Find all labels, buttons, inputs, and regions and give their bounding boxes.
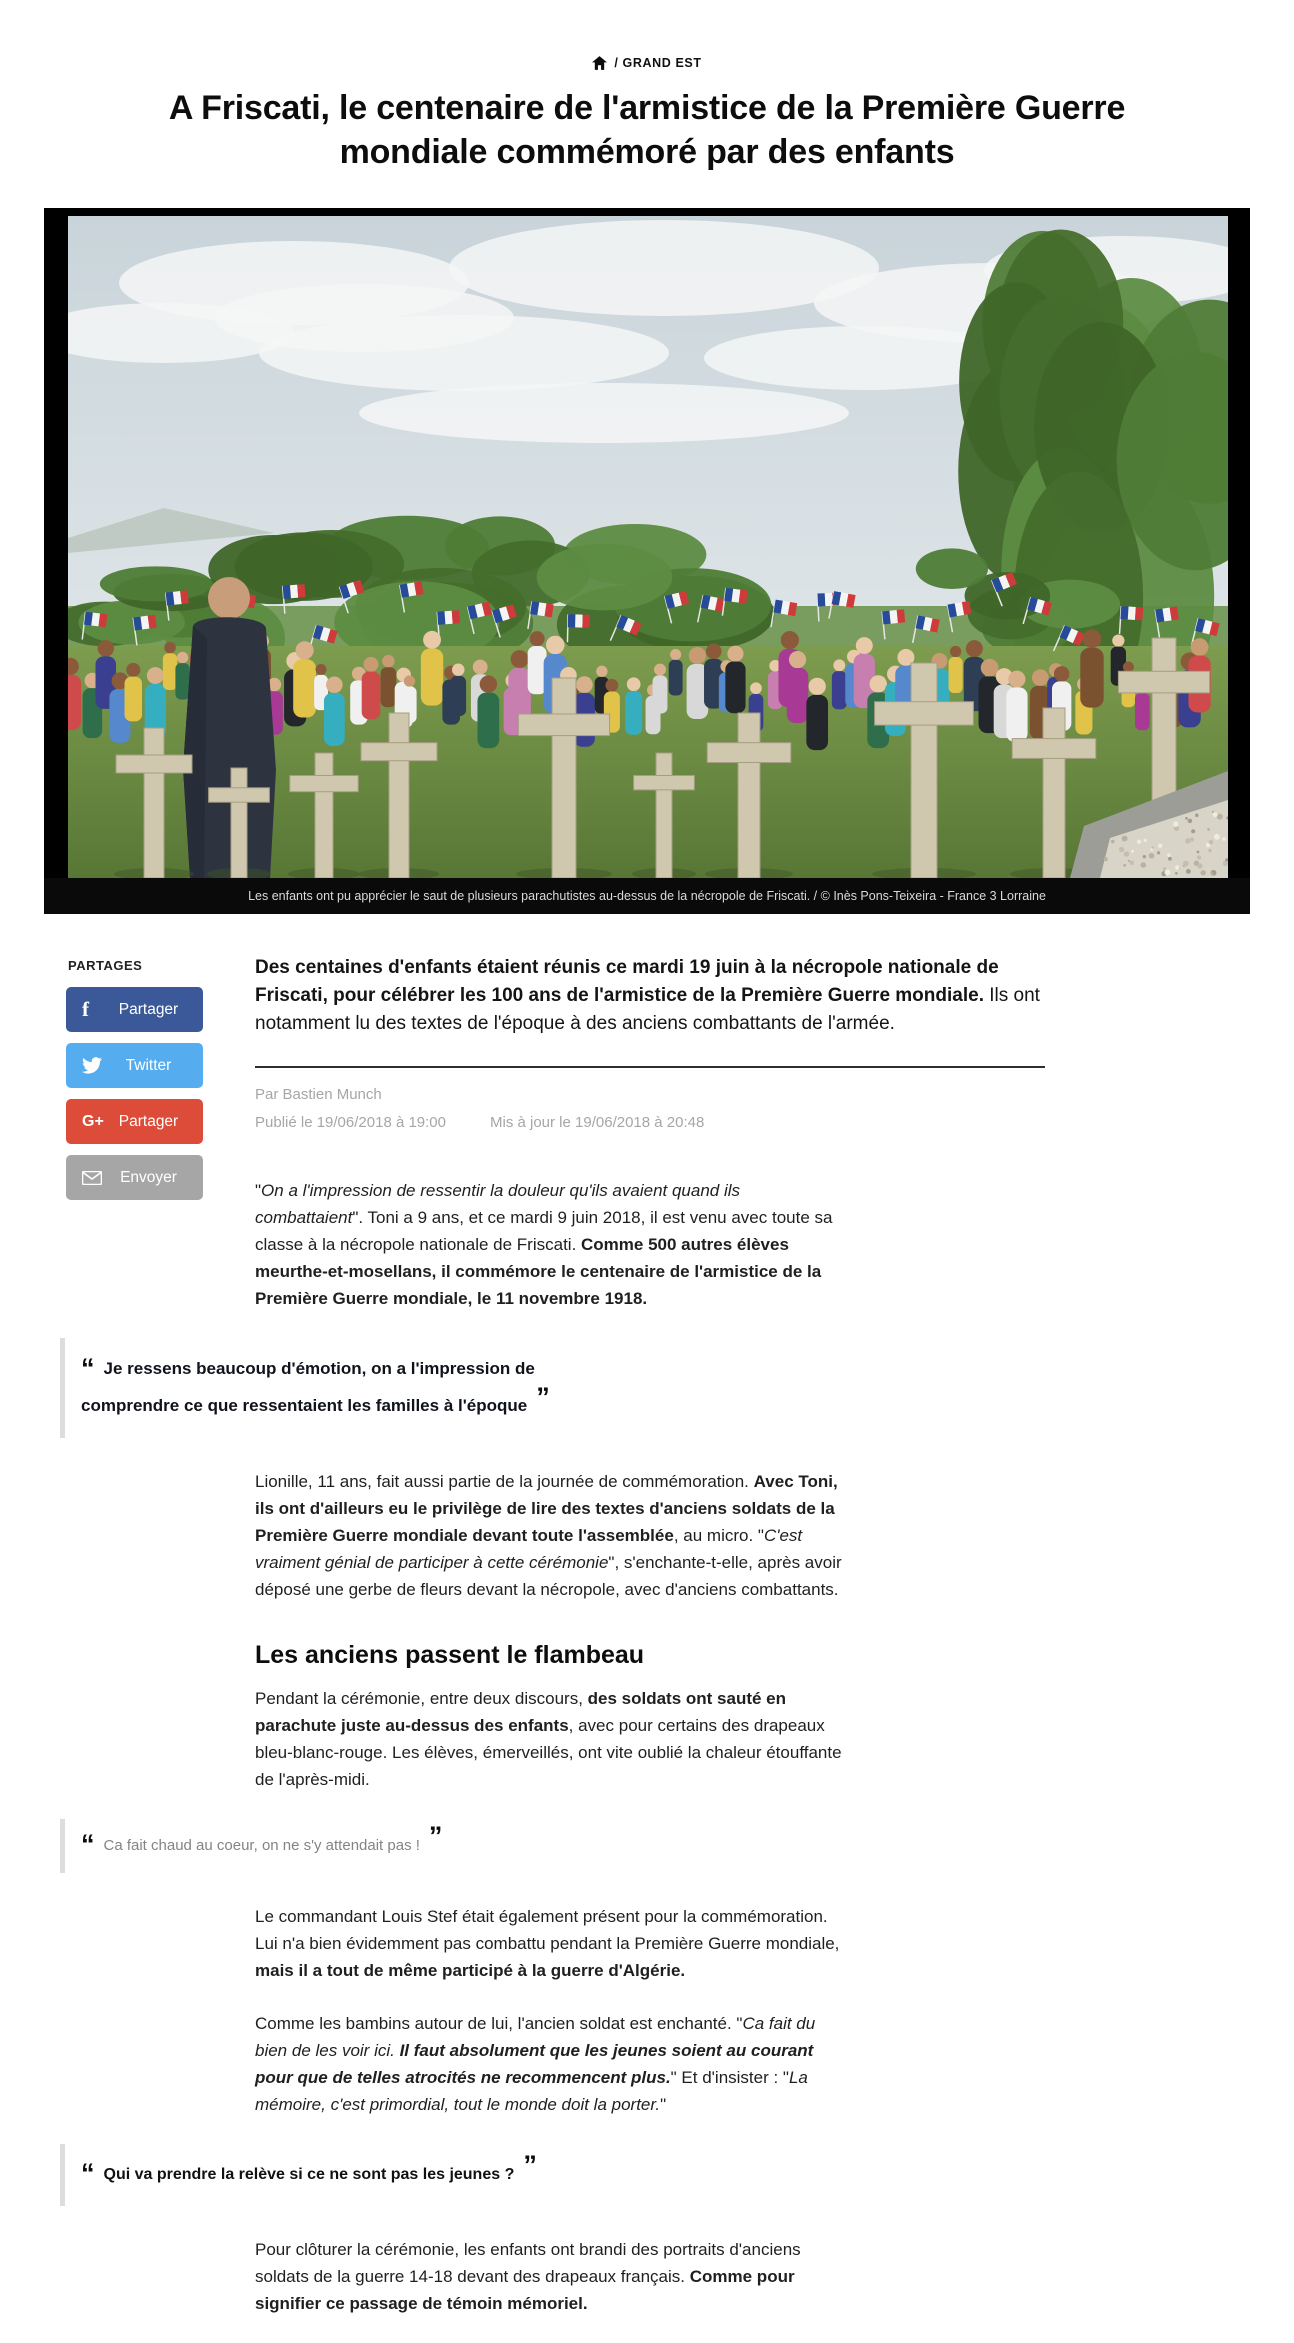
- byline-separator: [255, 1066, 1045, 1068]
- shares-label: PARTAGES: [68, 958, 143, 973]
- close-quote-icon: ”: [536, 1382, 550, 1412]
- email-icon: [82, 1171, 108, 1185]
- breadcrumb-section[interactable]: / GRAND EST: [614, 56, 702, 70]
- article-paragraph: Comme les bambins autour de lui, l'ancien soldat est enchanté. "Ca fait du bien de les voir ici. Il faut absolument que les jeunes soient au courant pour que de telles atrocités ne recommencent plus." Et d'insister : "La mémoire, c'est primordial, tout le monde doit la porter.": [255, 2014, 816, 2114]
- byline: [255, 1086, 1045, 1131]
- share-button-label: Partager: [118, 1112, 179, 1130]
- update-date: Mis à jour le 19/06/2018 à 20:48: [490, 1114, 705, 1131]
- share-button-label: Twitter: [125, 1056, 172, 1074]
- breadcrumb[interactable]: [0, 56, 1294, 70]
- email-share-button[interactable]: [66, 1155, 203, 1200]
- article-photo: [44, 208, 1250, 914]
- content-row: [0, 954, 1294, 2343]
- article-lead: Des centaines d'enfants étaient réunis ce mardi 19 juin à la nécropole nationale de Friscati, pour célébrer les 100 ans de l'armistice de la Première Guerre mondiale. Ils ont notamment lu des textes de l'époque à des anciens combattants de l'armée.: [255, 957, 1040, 1034]
- section-heading: Les anciens passent le flambeau: [255, 1641, 645, 1669]
- pull-quote: “ Qui va prendre la relève si ce ne sont pas les jeunes ? ”: [60, 2144, 601, 2206]
- google-plus-share-button[interactable]: [66, 1099, 203, 1144]
- article-paragraph: Pour clôturer la cérémonie, les enfants ont brandi des portraits d'anciens soldats de la guerre 14-18 devant des drapeaux français. Comme pour signifier ce passage de témoin mémoriel.: [255, 2240, 801, 2313]
- article-paragraph: Lionille, 11 ans, fait aussi partie de la journée de commémoration. Avec Toni, ils ont d'ailleurs eu le privilège de lire des textes d'anciens soldats de la Première Guerre mondiale devant toute l'assemblée, au micro. "C'est vraiment génial de participer à cette cérémonie", s'enchante-t-elle, après avoir déposé une gerbe de fleurs devant la nécropole, avec d'anciens combattants.: [255, 1472, 842, 1599]
- article-paragraph: "On a l'impression de ressentir la douleur qu'ils avaient quand ils combattaient". Toni a 9 ans, et ce mardi 9 juin 2018, il est venu avec toute sa classe à la nécropole nationale de Friscati. Comme 500 autres élèves meurthe-et-mosellans, il commémore le centenaire de l'armistice de la Première Guerre mondiale, le 11 novembre 1918.: [255, 1181, 833, 1308]
- author: Par Bastien Munch: [255, 1086, 382, 1103]
- twitter-share-button[interactable]: [66, 1043, 203, 1088]
- page-title: A Friscati, le centenaire de l'armistice de la Première Guerre mondiale commémoré par des enfants: [168, 89, 1126, 171]
- article-paragraph: Pendant la cérémonie, entre deux discours, des soldats ont sauté en parachute juste au-dessus des enfants, avec pour certains des drapeaux bleu-blanc-rouge. Les élèves, émerveillés, ont vite oublié la chaleur étouffante de l'après-midi.: [255, 1689, 842, 1789]
- article-paragraph: Le commandant Louis Stef était également présent pour la commémoration. Lui n'a bien évidemment pas combattu pendant la Première Guerre mondiale, mais il a tout de même participé à la guerre d'Algérie.: [255, 1907, 840, 1980]
- publish-date: Publié le 19/06/2018 à 19:00: [255, 1114, 446, 1131]
- twitter-icon: [82, 1057, 108, 1074]
- share-button-label: Partager: [118, 1000, 179, 1018]
- share-button-label: Envoyer: [120, 1168, 177, 1186]
- close-quote-icon: ”: [523, 2150, 537, 2180]
- photo-caption: Les enfants ont pu apprécier le saut de plusieurs parachutistes au-dessus de la nécropole de Friscati. / © Inès Pons-Teixeira - France 3 Lorraine: [44, 878, 1250, 914]
- share-column: [66, 954, 203, 2343]
- open-quote-icon: “: [81, 2158, 95, 2188]
- open-quote-icon: “: [81, 1353, 95, 1383]
- facebook-share-button[interactable]: [66, 987, 203, 1032]
- photo-illustration: [44, 208, 1250, 878]
- pull-quote: “ Ca fait chaud au coeur, on ne s'y attendait pas ! ”: [60, 1819, 601, 1873]
- home-icon[interactable]: [592, 56, 607, 70]
- close-quote-icon: ”: [428, 1821, 443, 1851]
- facebook-icon: f: [82, 997, 89, 1021]
- pull-quote: “ Je ressens beaucoup d'émotion, on a l'impression de comprendre ce que ressentaient les familles à l'époque ”: [60, 1338, 601, 1438]
- open-quote-icon: “: [81, 1829, 95, 1859]
- google-plus-icon: G+: [82, 1112, 104, 1130]
